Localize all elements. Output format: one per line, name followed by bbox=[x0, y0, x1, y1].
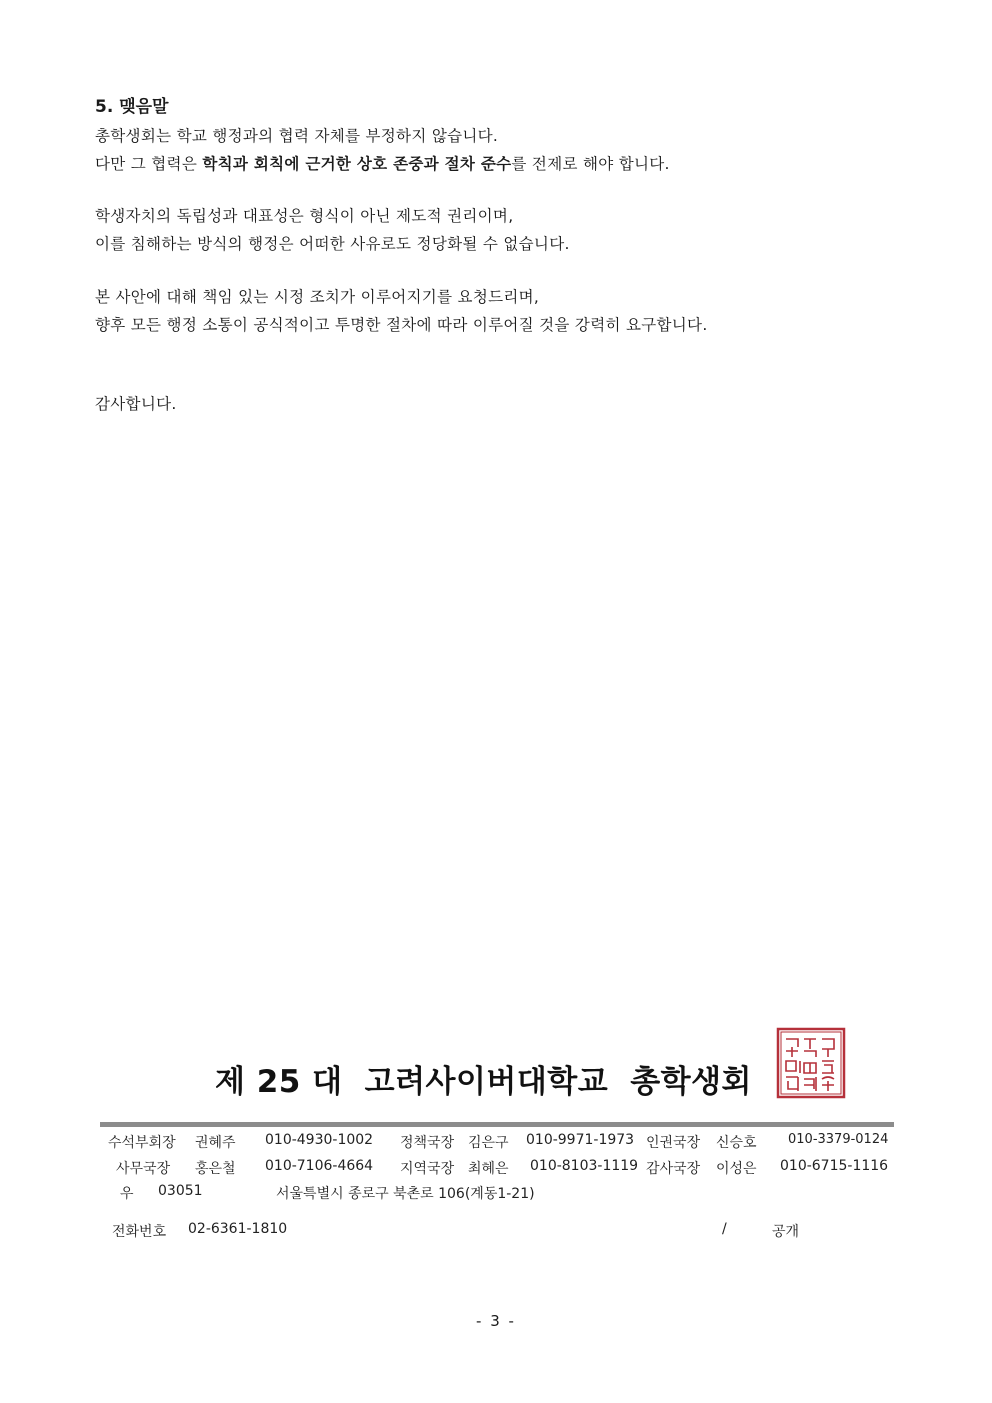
footer-name: 권혜주 bbox=[195, 1135, 236, 1151]
footer-phone: 010-8103-1119 bbox=[530, 1158, 639, 1174]
paragraph-3-line-2: 향후 모든 행정 소통이 공식적이고 투명한 절차에 따라 이루어질 것을 강력히 요구합니다. bbox=[95, 316, 708, 334]
footer-phone: 010-6715-1116 bbox=[780, 1158, 889, 1174]
disclosure-status: 공개 bbox=[772, 1224, 800, 1240]
footer-role: 지역국장 bbox=[400, 1161, 455, 1177]
footer-role: 사무국장 bbox=[116, 1161, 171, 1177]
paragraph-2-line-1: 학생자치의 독립성과 대표성은 형식이 아닌 제도적 권리이며, bbox=[95, 207, 514, 225]
paragraph-1-emphasis: 학칙과 회칙에 근거한 상호 존중과 절차 준수 bbox=[202, 155, 512, 173]
paragraph-1-line-2-suffix: 를 전제로 해야 합니다. bbox=[511, 155, 670, 173]
organization-term: 제 25 대 bbox=[215, 1064, 343, 1100]
postal-code: 03051 bbox=[158, 1183, 203, 1199]
footer-divider bbox=[100, 1122, 894, 1127]
footer-name: 홍은철 bbox=[195, 1161, 236, 1177]
footer-name: 김은구 bbox=[468, 1135, 509, 1151]
office-phone: 02-6361-1810 bbox=[188, 1221, 288, 1237]
footer-name: 최혜은 bbox=[468, 1161, 509, 1177]
footer-phone: 010-3379-0124 bbox=[788, 1132, 889, 1147]
phone-label: 전화번호 bbox=[112, 1224, 167, 1240]
footer-role: 수석부회장 bbox=[108, 1135, 176, 1151]
separator: / bbox=[722, 1221, 727, 1237]
footer-name: 신승호 bbox=[716, 1135, 757, 1151]
page-number: - 3 - bbox=[476, 1312, 516, 1330]
paragraph-2-line-2: 이를 침해하는 방식의 행정은 어떠한 사유로도 정당화될 수 없습니다. bbox=[95, 235, 570, 253]
closing-text: 감사합니다. bbox=[95, 395, 177, 413]
footer-phone: 010-7106-4664 bbox=[265, 1158, 374, 1174]
paragraph-3-line-1: 본 사안에 대해 책임 있는 시정 조치가 이루어지기를 요청드리며, bbox=[95, 288, 540, 306]
address: 서울특별시 종로구 북촌로 106(계동1-21) bbox=[276, 1186, 535, 1202]
footer-phone: 010-4930-1002 bbox=[265, 1132, 374, 1148]
organization-title bbox=[215, 1056, 752, 1101]
paragraph-1-line-1: 총학생회는 학교 행정과의 협력 자체를 부정하지 않습니다. bbox=[95, 127, 499, 145]
footer-name: 이성은 bbox=[716, 1161, 757, 1177]
footer-role: 감사국장 bbox=[646, 1161, 701, 1177]
postal-label: 우 bbox=[120, 1186, 134, 1202]
footer-phone: 010-9971-1973 bbox=[526, 1132, 635, 1148]
footer-role: 인권국장 bbox=[646, 1135, 701, 1151]
paragraph-1-line-2-prefix: 다만 그 협력은 bbox=[95, 155, 203, 173]
organization-body: 총학생회 bbox=[630, 1064, 752, 1100]
paragraph-1-line-2 bbox=[95, 152, 670, 174]
footer-role: 정책국장 bbox=[400, 1135, 455, 1151]
official-seal-icon bbox=[776, 1027, 846, 1099]
organization-school: 고려사이버대학교 bbox=[364, 1064, 609, 1100]
section-heading: 5. 맺음말 bbox=[95, 97, 169, 117]
